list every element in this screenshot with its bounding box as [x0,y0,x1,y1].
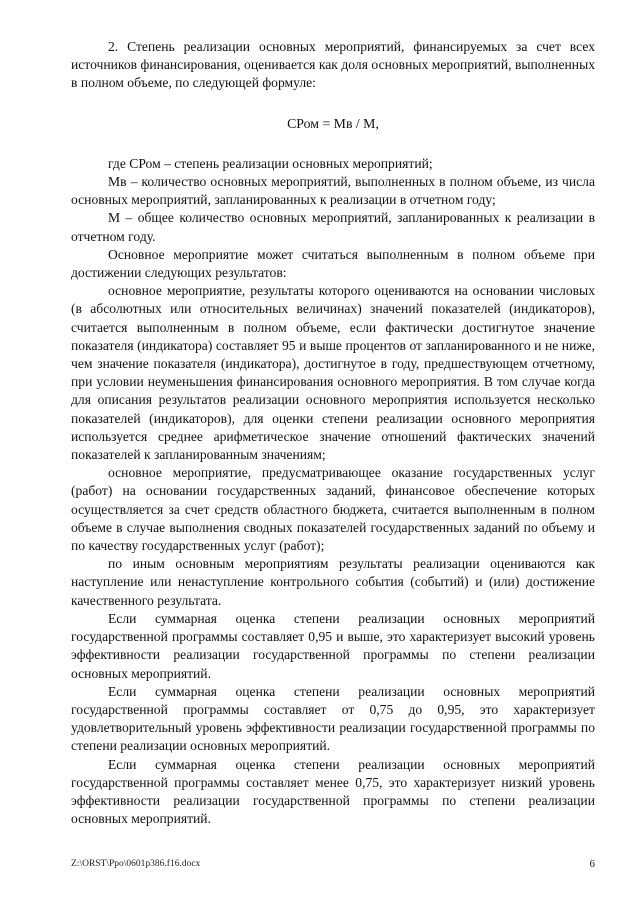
paragraph-state-services: основное мероприятие, предусматривающее оказание государственных услуг (работ) на основании государственных заданий, финансовое обеспечение которых осуществляется за счет средств областного бюджета, считается выполненным в полном объеме в случае выполнения сводных показателей государственных заданий по объему и по качеству государственных услуг (работ); [71,465,595,554]
paragraph-item-2-intro: 2. Степень реализации основных мероприятий, финансируемых за счет всех источников финансирования, оценивается как доля основных мероприятий, выполненных в полном объеме, по следующей формуле: [71,39,595,91]
document-body [71,38,595,828]
paragraph-completion-criteria: Основное мероприятие может считаться выполненным в полном объеме при достижении следующих результатов: [71,246,595,281]
paragraph-numeric-indicators: основное мероприятие, результаты которого оцениваются на основании числовых (в абсолютных или относительных величинах) значений показателей (индикаторов), считается выполненным в полном объеме, если фактически достигнутое значение показателя (индикатора) составляет 95 и выше процентов от запланированного и не ниже, чем значение показателя (индикатора), достигнутое в году, предшествующем отчетному, при условии неуменьшения финансирования основного мероприятия. В том случае когда для описания результатов реализации основного мероприятия используется несколько показателей (индикаторов), для оценки степени реализации основного мероприятия используется среднее арифметическое значение отношений фактических значений показателей к запланированным значениям; [71,283,595,463]
definition-mv: Мв – количество основных мероприятий, выполненных в полном объеме, из числа основных мероприятий, запланированных к реализации в отчетном году; [71,174,595,208]
paragraph-other-measures: по иным основным мероприятиям результаты реализации оцениваются как наступление или ненаступление контрольного события (событий) и (или) достижение качественного результата. [71,556,595,608]
paragraph-satisfactory-level: Если суммарная оценка степени реализации основных мероприятий государственной программы составляет от 0,75 до 0,95, это характеризует удовлетворительный уровень эффективности реализации государственной программы по степени реализации основных мероприятий. [71,683,595,754]
page-number: 6 [589,858,595,870]
formula-srom: СРом = Мв / М, [287,115,379,131]
paragraph-high-level: Если суммарная оценка степени реализации основных мероприятий государственной программы составляет 0,95 и выше, это характеризует высокий уровень эффективности реализации государственной программы по степени реализации основных мероприятий. [71,610,595,681]
footer-file-path: Z:\ORST\Ppo\0601p386.f16.docx [71,859,201,869]
definition-m: М – общее количество основных мероприятий, запланированных к реализации в отчетном году. [71,210,595,244]
paragraph-low-level: Если суммарная оценка степени реализации основных мероприятий государственной программы составляет менее 0,75, это характеризует низкий уровень эффективности реализации государственной программы по степени реализации основных мероприятий. [71,756,595,827]
definition-srom: где СРом – степень реализации основных мероприятий; [108,155,433,171]
